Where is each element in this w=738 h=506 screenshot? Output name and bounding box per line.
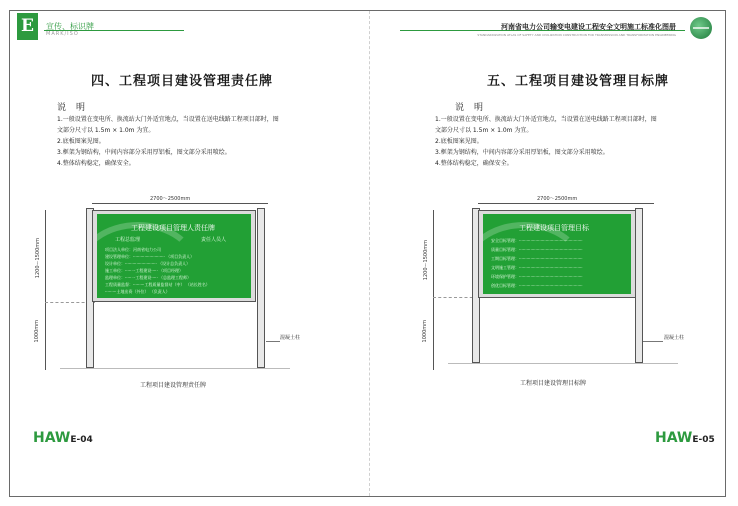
panel-row: 监理单位：·····一工程建设····· （总监理工程师） <box>105 275 191 280</box>
book-subtitle: STANDARDIZATION ATLAS OF SAFETY AND CIVILIZATION CONSTRUCTION FOR TRANSMISSION AND TRANSFORMATION ENGINEERING <box>477 33 676 37</box>
book-spine <box>369 11 370 496</box>
panel-title: 工程建设项目管理目标 <box>519 224 589 232</box>
panel-column-b: 责任人员人 <box>201 237 227 243</box>
right-page-code: HAWE-05 <box>655 430 715 446</box>
note-line: 3.框架为钢结构，中间内容部分采用厚铝板，图文部分采用喷绘。 <box>57 149 231 156</box>
panel-row: 环境保护管理：·················································· <box>491 274 583 279</box>
left-notes <box>57 114 279 169</box>
panel-row: ·········土地出资（外位） （负责人） <box>105 289 170 294</box>
panel-row: 工期目标管理：·················································· <box>491 256 583 261</box>
note-line: 文部分尺寸以 1.5m × 1.0m 为宜。 <box>57 127 155 134</box>
lower-height-label: 1000mm <box>422 320 428 343</box>
panel-title: 工程建设项目管理人责任牌 <box>131 224 215 232</box>
responsibility-panel <box>97 214 251 298</box>
note-line: 1.一般设置在变电所、换流站大门外适宜地点，当设置在送电线路工程项目部时，图 <box>435 116 657 123</box>
width-dimension-label: 2700～2500mm <box>537 196 578 202</box>
left-figure-caption: 工程项目建设管理责任牌 <box>140 382 207 389</box>
section-logo: E <box>17 13 38 40</box>
panel-row: 质量目标管理：·················································· <box>491 247 583 252</box>
note-line: 3.框架为钢结构，中间内容部分采用厚铝板，图文部分采用喷绘。 <box>435 149 609 156</box>
note-line: 1.一般设置在变电所、换流站大门外适宜地点，当设置在送电线路工程项目部时，图 <box>57 116 279 123</box>
panel-row: 设计单位：························· （设计总负责人） <box>105 261 191 266</box>
right-post <box>257 208 265 368</box>
note-line: 4.整体结构稳定，确保安全。 <box>57 160 135 167</box>
panel-column-a: 工程总监理 <box>115 237 141 243</box>
post-callout: 混凝土柱 <box>280 335 301 341</box>
left-page-title: 四、工程项目建设管理责任牌 <box>91 74 274 89</box>
upper-height-label: 1200～1500mm <box>423 240 429 281</box>
lower-height-label: 1000mm <box>34 320 40 343</box>
company-globe-icon <box>690 17 712 39</box>
width-dimension-line <box>92 203 268 204</box>
height-dimension-line <box>433 210 434 370</box>
panel-row: 文明施工管理：·················································· <box>491 265 583 270</box>
note-line: 2.底板图案见图。 <box>57 138 105 145</box>
left-notes-heading: 说明 <box>57 103 96 113</box>
note-line: 2.底板图案见图。 <box>435 138 483 145</box>
width-dimension-label: 2700～2500mm <box>150 196 191 202</box>
left-page-code: HAWE-04 <box>33 430 93 446</box>
ground-line <box>448 363 678 364</box>
note-line: 文部分尺寸以 1.5m × 1.0m 为宜。 <box>435 127 533 134</box>
height-dimension-line <box>45 210 46 370</box>
panel-row: 安全目标管理：·················································· <box>491 238 583 243</box>
panel-row: 建设管理单位：························· （项目负责人） <box>105 254 195 259</box>
callout-leader <box>266 341 280 342</box>
right-post <box>635 208 643 363</box>
book-title: 河南省电力公司输变电建设工程安全文明施工标准化图册 <box>501 23 676 31</box>
callout-leader <box>643 341 663 342</box>
header-rule-left <box>44 30 184 31</box>
panel-row: 创优目标管理：·················································· <box>491 283 583 288</box>
right-notes-heading: 说明 <box>455 103 494 113</box>
section-subtitle: MARK/ISO <box>46 31 79 37</box>
right-figure-caption: 工程项目建设管理目标牌 <box>520 380 587 387</box>
post-callout: 混凝土柱 <box>664 335 685 341</box>
upper-height-label: 1200～1500mm <box>35 238 41 279</box>
note-line: 4.整体结构稳定，确保安全。 <box>435 160 513 167</box>
section-title: 宣传、标识牌 <box>46 22 94 31</box>
ground-line <box>60 368 290 369</box>
right-notes <box>435 114 657 169</box>
objectives-panel <box>483 214 631 294</box>
panel-row: 施工单位：·····一工程建设····· （项目经理） <box>105 268 183 273</box>
width-dimension-line <box>478 203 654 204</box>
panel-row: 工程质量监督：·········工程质量监督站（中） （站长姓名） <box>105 282 210 287</box>
panel-row: 项目法人单位：河南省电力公司 <box>105 247 161 252</box>
right-page-title: 五、工程项目建设管理目标牌 <box>487 74 670 89</box>
